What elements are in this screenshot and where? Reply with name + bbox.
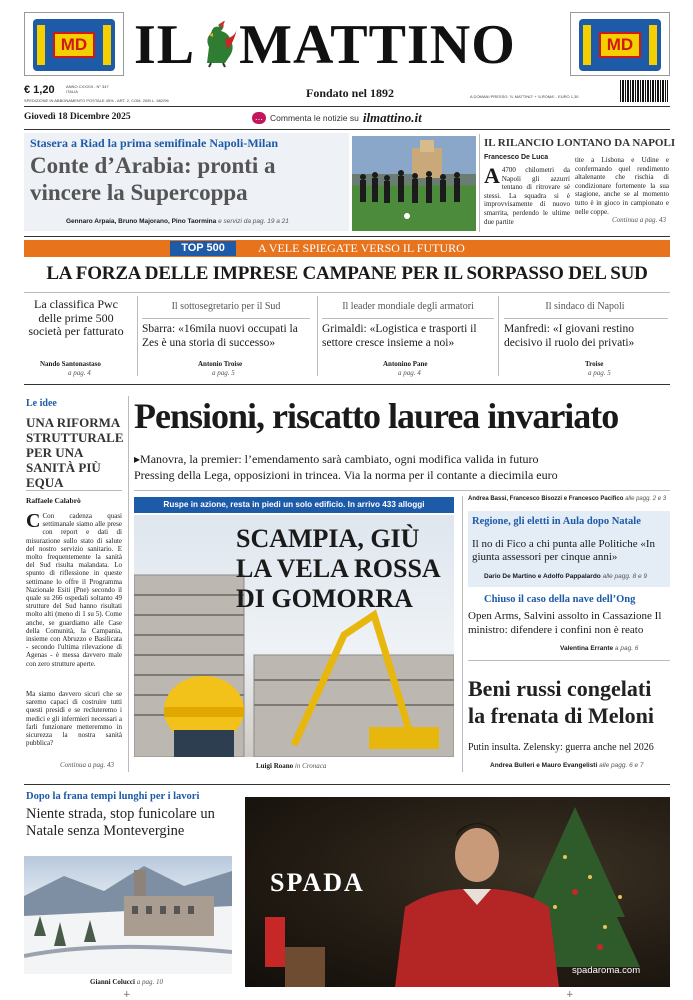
frana-headline[interactable]: Niente strada, stop funicolare un Natale senza Montevergine: [26, 806, 215, 839]
top-story-headline[interactable]: Conte d’Arabia: pronti a vincere la Supercoppa: [30, 153, 276, 205]
editorial-author: Raffaele Calabrò: [26, 496, 81, 505]
top500-item-3-text[interactable]: Grimaldi: «Logistica e trasporti il settore cresce insieme a noi»: [322, 323, 477, 349]
top500-item-4-text[interactable]: Manfredi: «I giovani restino decisivo il ruolo dei privati»: [504, 323, 635, 349]
divider: [468, 660, 670, 661]
divider: [26, 490, 122, 491]
scampia-section: in Cronaca: [294, 762, 327, 770]
scampia-banner: Ruspe in azione, resta in piedi un solo edificio. In arrivo 433 alloggi: [134, 497, 454, 513]
top500-item-1[interactable]: La classifica Pwc delle prime 500 società per fatturato: [28, 297, 124, 338]
site-link[interactable]: ilmattino.it: [362, 110, 422, 125]
side-story-text1: 4700 chilometri da Napoli gli azzurri tentano di ritrovare sé stessi. La squadra si è improvvisamente di nuovo smarrita, perdendo le ultime due partite: [484, 166, 570, 226]
editorial-body: C Con cadenza quasi settimanale siamo alle prese con report e dati di misurazione sullo stato di salute del nostro servizio sanitario. E molto frequentemente la sanità del Sud risulta malandata. Lo spunto di riflessione in queste settimane lo offre il Programma Nazionale Esiti (Pne) secondo il quale su 266 ospedali soltanto 49 strutture del Sud hanno risultati molto alti (meno di 1 su 5). Come anche, se guardiamo alle Case della Comunità, la Campania, insieme con Abruzzo e Basilicata - secondo l'ultima rilevazione di Agenas - è messa davvero male con zero strutture aperte.: [26, 512, 122, 668]
russi-credit: [490, 762, 644, 769]
date: Giovedì 18 Dicembre 2025: [24, 112, 131, 122]
regione-authors: Dario De Martino e Adolfo Pappalardo: [484, 573, 601, 580]
side-story-author: Francesco De Luca: [484, 154, 549, 161]
price: € 1,20: [24, 84, 55, 96]
top500-item-3-kicker: Il leader mondiale degli armatori: [342, 301, 474, 312]
divider: [137, 296, 138, 376]
barcode: [620, 80, 668, 102]
byline-text: Gennaro Arpaia, Bruno Majorano, Pino Taormina: [66, 218, 217, 225]
scampia-credit: [256, 762, 326, 770]
side-story-continua: Continua a pag. 43: [612, 216, 667, 224]
regione-credit: [484, 573, 647, 580]
editorial-kicker: Le idee: [26, 398, 57, 409]
lead-authors: [468, 496, 666, 502]
top500-item-4-page: a pag. 5: [588, 369, 611, 377]
divider: [142, 318, 310, 319]
divider: [322, 318, 494, 319]
top500-headline[interactable]: LA FORZA DELLE IMPRESE CAMPANE PER IL SORPASSO DEL SUD: [46, 263, 648, 284]
ong-author: Valentina Errante: [560, 645, 614, 652]
middle-rule: [24, 384, 670, 385]
russi-pages: alle pagg. 6 e 7: [599, 762, 644, 769]
postal-info: SPEDIZIONE IN ABBONAMENTO POSTALE 45% - ART. 2, COM. 20/B L. 662/96: [24, 98, 169, 103]
side-story-text2: tite a Lisbona e Udine e confermando quel rendimento altalenante che rischia di condizionare fortemente la sua stagione, anche se al momento tutto è in gioco in campionato e nelle coppe.: [575, 156, 669, 216]
divider: [462, 496, 463, 772]
russi-sub: Putin insulta. Zelensky: guerra anche nel 2026: [468, 742, 654, 753]
md-logo-text: MD: [599, 32, 641, 58]
frana-page: a pag. 10: [136, 978, 163, 986]
editorial-text-2: Ma siamo davvero sicuri che se saremo capaci di costruire tutti questi presidi e se recluteremo i medici e gli infermieri necessari a farli funzionare metteremmo in sicurezza la nostra sanità pubblica?: [26, 690, 122, 748]
masthead-rule: [24, 106, 670, 107]
top500-rule: [24, 292, 670, 293]
ong-text[interactable]: Open Arms, Salvini assolto in Cassazione Il ministro: difendere i confini non è reato: [468, 610, 662, 636]
top500-item-2-author: Antonio Troise: [198, 360, 243, 368]
top-story-byline: [66, 218, 289, 225]
top500-item-4-kicker: Il sindaco di Napoli: [545, 301, 625, 312]
spada-url[interactable]: spadaroma.com: [572, 965, 641, 976]
scampia-headline[interactable]: SCAMPIA, GIÙ LA VELA ROSSA DI GOMORRA: [236, 524, 440, 613]
spada-brand: SPADA: [270, 868, 365, 897]
lead-headline[interactable]: Pensioni, riscatto laurea invariato: [134, 396, 619, 436]
title-il: IL: [134, 14, 196, 76]
top500-item-3-author: Antonino Pane: [383, 360, 428, 368]
ong-kicker: Chiuso il caso della nave dell’Ong: [484, 594, 636, 605]
top500-item-2-page: a pag. 5: [212, 369, 235, 377]
regione-pages: alle pagg. 8 e 9: [602, 573, 648, 580]
md-ad-right[interactable]: [570, 12, 670, 76]
montevergine-photo: [24, 856, 232, 974]
md-logo-text: MD: [53, 32, 95, 58]
regione-text: Il no di Fico a chi punta alle Politiche «In giunta assessori per cinque anni»: [472, 538, 655, 563]
top-story-kicker: Stasera a Riad la prima semifinale Napoli-Milan: [30, 136, 278, 150]
napoli-team-photo: [352, 136, 476, 231]
divider: [504, 318, 668, 319]
registration-mark: +: [566, 990, 574, 1000]
lead-authors-text: Andrea Bassi, Francesco Bisozzi e Francesco Pacifico: [468, 496, 624, 502]
divider: [128, 396, 129, 772]
title-mattino: MATTINO: [239, 14, 516, 76]
dateline-rule: [24, 129, 670, 130]
top500-item-2-kicker: Il sottosegretario per il Sud: [171, 301, 281, 312]
divider: [134, 490, 670, 491]
comment-bar[interactable]: [252, 109, 422, 127]
byline-ref: e servizi da pag. 19 a 21: [218, 218, 289, 225]
md-ad-left[interactable]: [24, 12, 124, 76]
top500-item-1-author: Nando Santonastaso: [40, 360, 101, 368]
lead-pages: alle pagg. 2 e 3: [625, 496, 667, 502]
ong-page: a pag. 6: [614, 645, 639, 652]
top-divider: [479, 134, 480, 232]
editorial-text: Con cadenza quasi settimanale siamo alle prese con report e dati di misurazione sullo stato di salute del nostro servizio sanitario. E molto frequentemente la sanità del Sud risulta malandata. Lo spunto di riflessione in queste settimane lo offre il Programma Nazionale Esiti (Pne) secondo il quale su 266 ospedali soltanto 49 strutture del Sud hanno risultati molto alti (meno di 1 su 5). Come anche, se guardiamo alle Case della Comunità, la Campania, insieme con Abruzzo e Basilicata - secondo l'ultima rilevazione di Agenas - è messa davvero male con zero strutture aperte.: [26, 512, 122, 668]
top500-item-4-author: Troise: [585, 360, 604, 368]
russi-headline[interactable]: Beni russi congelati la frenata di Meloni: [468, 676, 654, 728]
side-story-kicker: IL RILANCIO LONTANO DA NAPOLI: [484, 137, 676, 149]
registration-mark: +: [123, 990, 131, 1000]
chat-bubble-icon: …: [252, 112, 266, 124]
frana-author: Gianni Colucci: [90, 978, 135, 986]
editorial-continua: Continua a pag. 43: [60, 761, 115, 769]
lead-sub-1-text: Manovra, la premier: l’emendamento sarà cambiato, ogni modifica valida in futuro: [140, 452, 539, 466]
top500-item-2-text[interactable]: Sbarra: «16mila nuovi occupati la Zes è una storia di successo»: [142, 323, 298, 349]
comment-text: Commenta le notizie su: [270, 113, 359, 123]
rooster-icon: [195, 19, 239, 69]
top500-item-1-page: a pag. 4: [68, 369, 91, 377]
scampia-author: Luigi Roano: [256, 762, 294, 770]
top-rule: [24, 236, 670, 237]
divider: [317, 296, 318, 376]
ong-credit: [560, 645, 638, 652]
side-story-col2: [575, 156, 669, 216]
masthead-title[interactable]: [134, 14, 564, 76]
lead-sub-2: Pressing della Lega, opposizioni in trincea. Via la norma per il contante a diecimila euro: [134, 468, 558, 482]
right-info: A DOMANI PRESSO: 'IL MATTINO' + 'ILROMA' - EURO 1,30: [470, 94, 579, 99]
top500-tagline: A VELE SPIEGATE VERSO IL FUTURO: [258, 241, 465, 255]
frana-kicker: Dopo la frana tempi lunghi per i lavori: [26, 791, 200, 802]
regione-kicker: Regione, gli eletti in Aula dopo Natale: [472, 516, 641, 527]
bottom-rule: [24, 784, 670, 785]
editorial-headline[interactable]: UNA RIFORMA STRUTTURALE PER UNA SANITÀ PIÙ EQUA: [26, 415, 124, 490]
top500-item-3-page: a pag. 4: [398, 369, 421, 377]
founded-line: Fondato nel 1892: [305, 86, 394, 100]
side-story-col1: A 4700 chilometri da Napoli gli azzurri tentano di ritrovare sé stessi. La squadra si è improvvisamente di nuovo smarrita, perdendo le ultime due partite: [484, 163, 570, 226]
frana-credit: [90, 978, 163, 986]
top500-tag: TOP 500: [170, 241, 236, 256]
edition-info: ANNO CXXXIII - N° 347 ITALIA: [66, 84, 109, 94]
editorial-body-2: [26, 690, 122, 756]
russi-authors: Andrea Bulleri e Mauro Evangelisti: [490, 762, 598, 769]
divider: [498, 296, 499, 376]
lead-sub-1: ▸Manovra, la premier: l’emendamento sarà cambiato, ogni modifica valida in futuro: [134, 452, 539, 466]
